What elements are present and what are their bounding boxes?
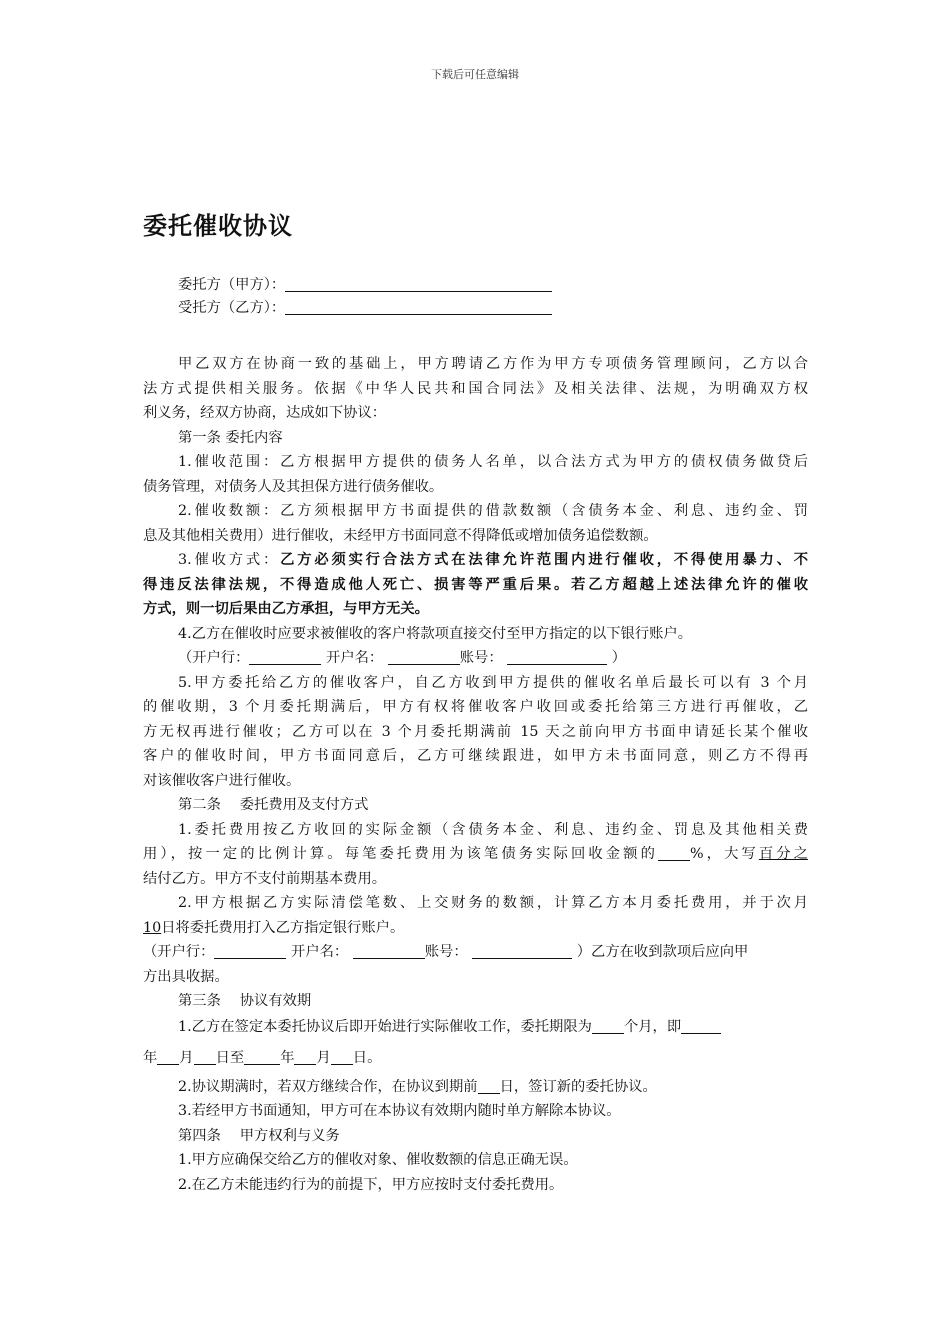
account-number-blank[interactable]: [472, 943, 572, 959]
s1-p3-bold-line: 方式，则一切后果由乙方承担，与甲方无关。: [143, 601, 429, 617]
account-name-blank[interactable]: [388, 649, 460, 665]
party-b-label: 受托方（乙方）：: [178, 300, 286, 316]
day-to-label: 日至: [215, 1049, 245, 1066]
s1-p3-bold: 乙方必须实行合法方式在法律允许范围内进行催收，不得使用暴力、不: [280, 552, 808, 568]
s1-bank-line: [143, 646, 808, 671]
s4-p1-line: 1.甲方应确保交给乙方的催收对象、催收数额的信息正确无误。: [178, 1152, 578, 1168]
renewal-tail-text: 日，签订新的委托协议。: [499, 1078, 657, 1095]
year-label: 年: [143, 1049, 158, 1066]
start-month-blank[interactable]: [157, 1049, 179, 1065]
s1-p5-line: 5.甲方委托给乙方的催收客户，自乙方收到甲方提供的催收名单后最长可以有 3 个月: [178, 674, 808, 691]
s2-p1-line: [143, 842, 808, 867]
s1-p5-line: 对该催收客户进行催收。: [143, 772, 301, 789]
intro-line: 法方式提供相关服务。依据《中华人民共和国合同法》及相关法律、法规，为明确双方权: [143, 380, 808, 397]
section-2-heading: 第二条 委托费用及支付方式: [178, 797, 369, 813]
bank-tail-text: ）乙方在收到款项后应向甲: [572, 944, 749, 960]
bank-open-label: （开户行：: [178, 650, 250, 666]
s3-date-line: [143, 1041, 808, 1075]
fee-percent-text: %，大写: [689, 846, 759, 862]
s1-p3-bold-line: 得违反法律法规，不得造成他人死亡、损害等严重后果。若乙方超越上述法律允许的催收: [143, 576, 808, 593]
s1-p5-line: 方无权再进行催收；乙方可以在 3 个月委托期满前 15 天之前向甲方书面申请延长某个催收: [143, 723, 808, 740]
year-label: 年: [280, 1049, 295, 1066]
s2-p1-line: 结付乙方。甲方不支付前期基本费用。: [143, 870, 387, 887]
s2-bank-line: [143, 940, 808, 965]
s2-p2-line: 方出具收据。: [143, 968, 229, 985]
day-end-label: 日。: [352, 1049, 382, 1066]
payment-text: 日将委托费用打入乙方指定银行账户。: [161, 919, 405, 936]
document-title: 委托催收协议: [143, 212, 293, 240]
s3-p3-line: 3.若经甲方书面通知，甲方可在本协议有效期内随时单方解除本协议。: [178, 1103, 621, 1119]
account-name-label: 开户名：: [321, 650, 384, 666]
end-day-blank[interactable]: [331, 1049, 353, 1065]
account-name-blank[interactable]: [353, 943, 425, 959]
renewal-text: 2.协议期满时，若双方继续合作，在协议到期前: [178, 1078, 478, 1095]
bank-branch-blank[interactable]: [249, 649, 321, 665]
s2-p2-line: [143, 916, 808, 941]
start-day-blank[interactable]: [194, 1049, 216, 1065]
party-b-line: [143, 297, 808, 320]
bank-branch-blank[interactable]: [214, 943, 286, 959]
s1-p1-line: 1.催收范围：乙方根据甲方提供的债务人名单，以合法方式为甲方的债权债务做贷后: [178, 454, 808, 470]
fee-ratio-blank[interactable]: [658, 845, 690, 861]
bank-open-label: （开户行：: [143, 944, 215, 960]
intro-line: 甲乙双方在协商一致的基础上，甲方聘请乙方作为甲方专项债务管理顾问，乙方以合: [178, 356, 808, 372]
s1-p5-line: 的催收期，3 个月委托期满后，甲方有权将催收客户收回或委托给第三方进行再催收，乙: [143, 699, 808, 715]
party-b-blank[interactable]: [285, 299, 552, 315]
intro-line: 利义务，经双方协商，达成如下协议：: [143, 405, 387, 421]
account-number-label: 账号：: [424, 944, 468, 960]
account-name-label: 开户名：: [286, 944, 349, 960]
section-3-heading: 第三条 协议有效期: [178, 993, 312, 1009]
s1-p5-line: 客户的催收时间，甲方书面同意后，乙方可继续跟进，如甲方未书面同意，则乙方不得再: [143, 748, 808, 764]
s3-p1-line: [143, 1014, 808, 1041]
section-4-heading: 第四条 甲方权利与义务: [178, 1127, 340, 1144]
s2-p1-line: 1.委托费用按乙方收回的实际金额（含债务本金、利息、违约金、罚息及其他相关费: [178, 821, 808, 838]
month-label: 月: [179, 1049, 194, 1066]
s1-p4-line: 4.乙方在催收时应要求被催收的客户将款项直接交付至甲方指定的以下银行账户。: [178, 625, 693, 642]
payment-day: 10: [143, 919, 162, 936]
s4-p2-line: 2.在乙方未能违约行为的前提下，甲方应按时支付委托费用。: [178, 1176, 564, 1193]
account-number-blank[interactable]: [507, 649, 607, 665]
account-number-label: 账号：: [459, 650, 503, 666]
s1-p2-line: 2.催收数额：乙方须根据甲方书面提供的借款数额（含债务本金、利息、违约金、罚: [178, 503, 808, 519]
party-a-blank[interactable]: [285, 276, 552, 292]
term-months-blank[interactable]: [592, 1018, 624, 1034]
bank-close-label: ）: [607, 650, 627, 666]
end-month-blank[interactable]: [294, 1049, 316, 1065]
party-a-line: [143, 274, 808, 297]
page-header: 下载后可任意编辑: [431, 68, 519, 81]
end-year-blank[interactable]: [244, 1049, 280, 1065]
month-label: 月: [316, 1049, 331, 1066]
document-body: [143, 274, 808, 1197]
fee-uppercase-text: 百分之: [758, 846, 808, 862]
s1-p2-line: 息及其他相关费用）进行催收，未经甲方书面同意不得降低或增加债务追偿数额。: [143, 527, 658, 544]
section-1-heading: 第一条 委托内容: [178, 429, 283, 446]
fee-ratio-text: 用），按一定的比例计算。每笔委托费用为该笔债务实际回收金额的: [143, 846, 658, 862]
term-mid-text: 个月，即: [623, 1018, 682, 1035]
s1-p3-lead: 3.催收方式：: [178, 552, 281, 568]
s3-p2-line: [143, 1075, 808, 1100]
s2-p2-line: 2.甲方根据乙方实际清偿笔数、上交财务的数额，计算乙方本月委托费用，并于次月: [178, 895, 808, 911]
party-a-label: 委托方（甲方）：: [178, 277, 286, 293]
start-year-blank[interactable]: [681, 1018, 721, 1034]
s1-p3-line: [143, 548, 808, 573]
s1-p1-line: 债务管理，对债务人及其担保方进行债务催收。: [143, 478, 444, 495]
renewal-days-blank[interactable]: [478, 1078, 500, 1094]
term-text: 1.乙方在签定本委托协议后即开始进行实际催收工作，委托期限为: [178, 1018, 592, 1035]
